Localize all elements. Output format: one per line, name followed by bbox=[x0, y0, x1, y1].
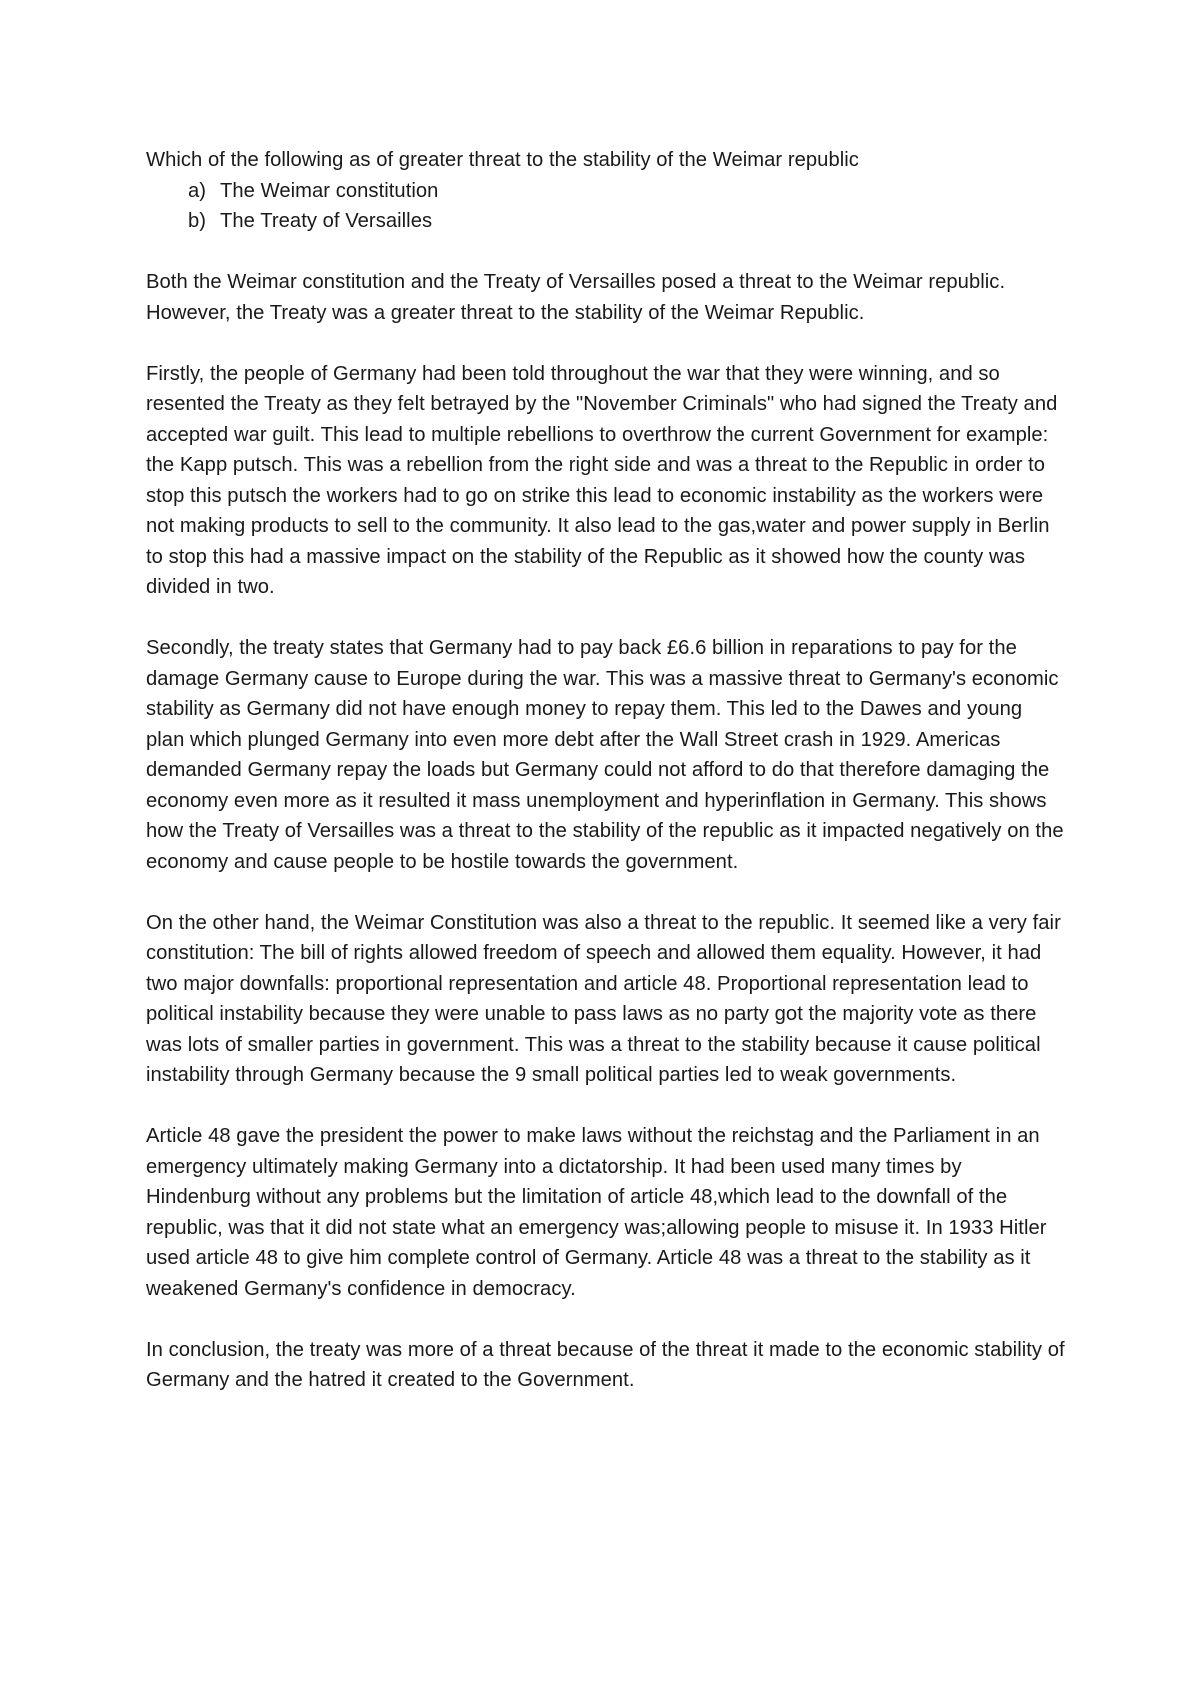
document-page bbox=[146, 145, 1066, 1396]
option-b bbox=[146, 206, 1066, 237]
paragraph-article-48: Article 48 gave the president the power to make laws without the reichstag and the Parliament in an emergency ultimately making Germany into a dictatorship. It had been used many times by Hindenburg without any problems but the limitation of article 48,which lead to the downfall of the republic, was that it did not state what an emergency was;allowing people to misuse it. In 1933 Hitler used article 48 to give him complete control of Germany. Article 48 was a threat to the stability as it weakened Germany's confidence in democracy. bbox=[146, 1125, 1047, 1300]
paragraph-conclusion: In conclusion, the treaty was more of a threat because of the threat it made to the economic stability of Germany and the hatred it created to the Government. bbox=[146, 1338, 1065, 1391]
paragraph-secondly: Secondly, the treaty states that Germany had to pay back £6.6 billion in reparations to pay for the damage Germany cause to Europe during the war. This was a massive threat to Germany's economic stability as Germany did not have enough money to repay them. This led to the Dawes and young plan which plunged Germany into even more debt after the Wall Street crash in 1929. Americas demanded Germany repay the loads but Germany could not afford to do that therefore damaging the economy even more as it resulted it mass unemployment and hyperinflation in Germany. This shows how the Treaty of Versailles was a threat to the stability of the republic as it impacted negatively on the economy and cause people to be hostile towards the government. bbox=[146, 637, 1064, 873]
paragraph-other-hand: On the other hand, the Weimar Constitution was also a threat to the republic. It seemed like a very fair constitution: The bill of rights allowed freedom of speech and allowed them equality. However, it had two major downfalls: proportional representation and article 48. Proportional representation lead to political instability because they were unable to pass laws as no party got the majority vote as there was lots of smaller parties in government. This was a threat to the stability because it cause political instability through Germany because the 9 small political parties led to weak governments. bbox=[146, 911, 1061, 1086]
paragraph-introduction: Both the Weimar constitution and the Treaty of Versailles posed a threat to the Weimar republic. However, the Treaty was a greater threat to the stability of the Weimar Republic. bbox=[146, 271, 1006, 324]
option-text: The Treaty of Versailles bbox=[220, 210, 433, 232]
answer-options bbox=[146, 176, 1066, 237]
essay-question: Which of the following as of greater threat to the stability of the Weimar republic bbox=[146, 149, 859, 171]
paragraph-firstly: Firstly, the people of Germany had been told throughout the war that they were winning, and so resented the Treaty as they felt betrayed by the "November Criminals" who had signed the Treaty and accepted war guilt. This lead to multiple rebellions to overthrow the current Government for example: the Kapp putsch. This was a rebellion from the right side and was a threat to the Republic in order to stop this putsch the workers had to go on strike this lead to economic instability as the workers were not making products to sell to the community. It also lead to the gas,water and power supply in Berlin to stop this had a massive impact on the stability of the Republic as it showed how the county was divided in two. bbox=[146, 362, 1058, 598]
option-marker: a) bbox=[187, 179, 206, 202]
option-text: The Weimar constitution bbox=[220, 179, 439, 202]
option-marker: b) bbox=[187, 210, 206, 232]
option-a bbox=[146, 176, 1066, 207]
